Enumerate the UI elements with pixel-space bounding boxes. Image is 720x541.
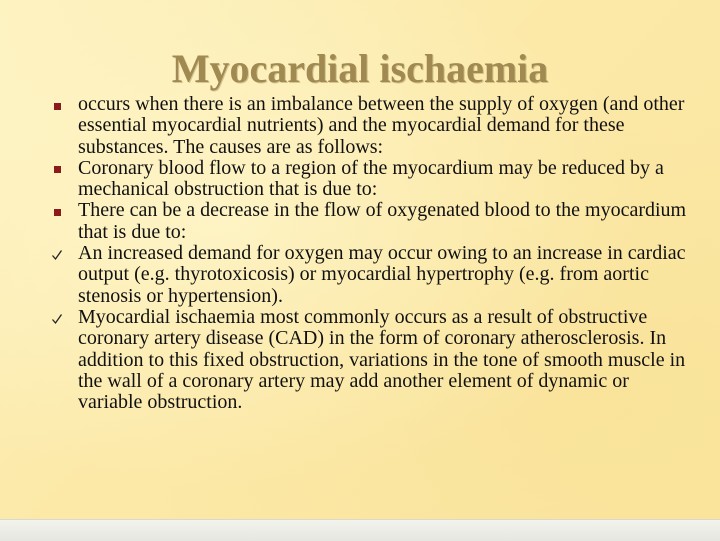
bullet-item <box>50 200 690 243</box>
slide-title: Myocardial ischaemia <box>171 46 549 91</box>
bullet-list <box>50 94 690 413</box>
bullet-text: Myocardial ischaemia most commonly occurs as a result of obstructive coronary artery disease (CAD) in the form of coronary atherosclerosis. In addition to this fixed obstruction, variations in the tone of smooth muscle in the wall of a coronary artery may add another element of dynamic or variable obstruction. <box>78 305 686 414</box>
bullet-text: An increased demand for oxygen may occur owing to an increase in cardiac output (e.g. thyrotoxicosis) or myocardial hypertrophy (e.g. from aortic stenosis or hypertension). <box>78 242 686 307</box>
check-icon <box>50 248 64 262</box>
square-bullet-icon <box>50 205 64 219</box>
square-bullet-icon <box>50 99 64 113</box>
bullet-item <box>50 158 690 201</box>
bullet-item <box>50 94 690 158</box>
check-icon <box>50 312 64 326</box>
bullet-item <box>50 307 690 413</box>
bullet-text: occurs when there is an imbalance between the supply of oxygen (and other essential myocardial nutrients) and the myocardial demand for these substances. The causes are as follows: <box>78 93 685 158</box>
bullet-text: There can be a decrease in the flow of oxygenated blood to the myocardium that is due to: <box>78 199 687 243</box>
bullet-item <box>50 243 690 307</box>
bottom-bar <box>0 519 720 541</box>
bullet-text: Coronary blood flow to a region of the myocardium may be reduced by a mechanical obstruction that is due to: <box>78 156 664 201</box>
square-bullet-icon <box>50 163 64 177</box>
